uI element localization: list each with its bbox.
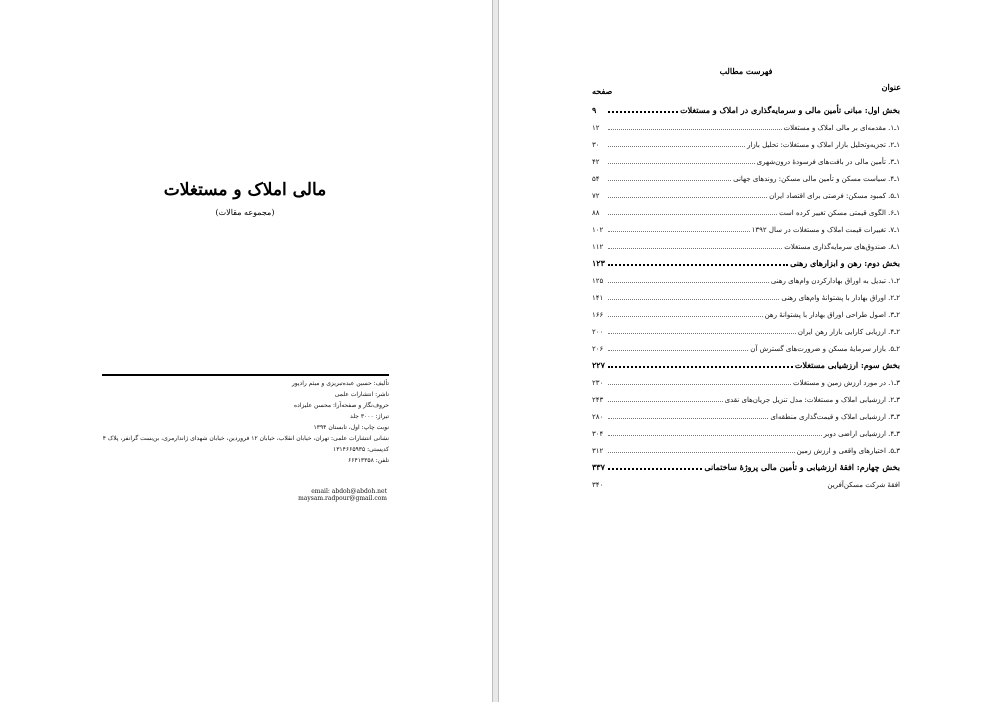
- book-subtitle: (مجموعه مقالات): [215, 208, 275, 217]
- toc-entry-page: ۱۲۵: [592, 277, 604, 285]
- credit-line: تیراژ: ۳۰۰۰ جلد: [350, 413, 389, 420]
- book-title: مالی املاک و مستغلات: [163, 180, 327, 200]
- toc-leader-dots: [608, 197, 767, 198]
- toc-heading: فهرست مطالب: [719, 66, 773, 76]
- toc-entry[interactable]: [592, 149, 900, 166]
- toc-entry[interactable]: [592, 285, 900, 302]
- credit-line: تألیف: حسین عبده‌تبریزی و میثم رادپور: [291, 380, 389, 387]
- toc-entry-page: ۳۰۴: [592, 430, 604, 438]
- toc-column-page: صفحه: [592, 86, 613, 96]
- toc-entry[interactable]: [592, 217, 900, 234]
- toc-entry-page: ۳۴۰: [592, 481, 604, 489]
- toc-entry-title: ۳ـ۲. ارزشیابی املاک و مستغلات: مدل تنزیل جریان‌های نقدی: [724, 396, 900, 404]
- toc-entry[interactable]: [592, 132, 900, 149]
- toc-entry-page: ۵۴: [592, 175, 600, 183]
- toc-entry-page: ۱۲۳: [592, 258, 605, 268]
- toc-entry-page: ۳۱۲: [592, 447, 604, 455]
- toc-column-title: عنوان: [881, 82, 901, 92]
- toc-entry-page: ۲۲۷: [592, 360, 605, 370]
- toc-entry-title: ۳ـ۳. ارزشیابی املاک و قیمت‌گذاری منطقه‌ای: [770, 413, 900, 421]
- toc-entry-title: ۲ـ۵. بازار سرمایهٔ مسکن و ضرورت‌های گسترش آن: [750, 345, 900, 353]
- toc-entry-page: ۲۰۶: [592, 345, 604, 353]
- toc-leader-dots: [608, 350, 748, 351]
- toc-leader-dots: [608, 146, 745, 147]
- toc-entry-title: ۱ـ۳. تأمین مالی در بافت‌های فرسودهٔ درون‌شهری: [756, 158, 900, 166]
- toc-entry-page: ۷۲: [592, 192, 600, 200]
- toc-list: [592, 98, 900, 489]
- toc-entry[interactable]: [592, 200, 900, 217]
- toc-leader-dots: [608, 180, 731, 181]
- email-line: maysam.radpour@gmail.com: [298, 495, 387, 502]
- toc-entry[interactable]: [592, 183, 900, 200]
- toc-leader-dots: [608, 333, 796, 334]
- toc-entry[interactable]: [592, 234, 900, 251]
- toc-entry-title: بخش چهارم: افقهٔ ارزشیابی و تأمین مالی پروژهٔ ساختمانی: [704, 462, 900, 472]
- toc-entry[interactable]: [592, 421, 900, 438]
- credit-line: حروف‌نگار و صفحه‌آرا: محسن علیزاده: [293, 402, 389, 409]
- toc-entry-page: ۳۰: [592, 141, 600, 149]
- toc-entry[interactable]: [592, 319, 900, 336]
- credit-line: نوبت چاپ: اول، تابستان ۱۳۹۴: [313, 424, 389, 431]
- toc-entry[interactable]: [592, 336, 900, 353]
- toc-entry-page: ۱۴۱: [592, 294, 604, 302]
- toc-entry[interactable]: [592, 166, 900, 183]
- left-page: [0, 0, 493, 702]
- right-page: [498, 0, 992, 702]
- toc-leader-dots: [608, 111, 678, 113]
- toc-section-entry[interactable]: [592, 455, 900, 472]
- toc-leader-dots: [608, 231, 750, 232]
- toc-entry-page: ۱۱۲: [592, 243, 604, 251]
- toc-entry-title: ۱ـ۱. مقدمه‌ای بر مالی املاک و مستغلات: [783, 124, 900, 132]
- toc-entry-title: بخش دوم: رهن و ابزارهای رهنی: [790, 258, 900, 268]
- credit-line: ناشر: انتشارات علمی: [334, 391, 389, 398]
- toc-entry-title: ۱ـ۴. سیاست مسکن و تأمین مالی مسکن: روندهای جهانی: [733, 175, 900, 183]
- toc-entry[interactable]: [592, 370, 900, 387]
- toc-leader-dots: [608, 452, 795, 453]
- toc-section-entry[interactable]: [592, 98, 900, 115]
- toc-entry-title: ۲ـ۱. تبدیل به اوراق بهادارکردن وام‌های رهنی: [770, 277, 900, 285]
- toc-entry-page: ۲۴۳: [592, 396, 604, 404]
- toc-entry-page: ۲۰۰: [592, 328, 604, 336]
- toc-entry-title: افقهٔ شرکت مسکن‌آفرین: [827, 481, 900, 489]
- toc-entry-title: ۳ـ۵. اختیارهای واقعی و ارزش زمین: [796, 447, 900, 455]
- toc-entry-title: ۲ـ۳. اصول طراحی اوراق بهادار با پشتوانهٔ رهن: [764, 311, 900, 319]
- toc-leader-dots: [608, 384, 791, 385]
- toc-entry-page: ۹: [592, 105, 597, 115]
- email-line: email: abdoh@abdoh.net: [311, 488, 387, 495]
- toc-leader-dots: [608, 299, 779, 300]
- toc-leader-dots: [608, 214, 777, 215]
- toc-leader-dots: [608, 248, 782, 249]
- toc-entry-title: بخش سوم: ارزشیابی مستغلات: [794, 360, 900, 370]
- toc-leader-dots: [608, 418, 768, 419]
- toc-entry-page: ۱۲: [592, 124, 600, 132]
- divider-rule: [102, 374, 389, 376]
- toc-entry-page: ۳۳۷: [592, 462, 605, 472]
- toc-entry[interactable]: [592, 302, 900, 319]
- toc-entry[interactable]: [592, 404, 900, 421]
- toc-entry[interactable]: [592, 472, 900, 489]
- toc-entry[interactable]: [592, 115, 900, 132]
- toc-entry[interactable]: [592, 268, 900, 285]
- email-block: [180, 488, 387, 502]
- toc-entry-page: ۱۰۲: [592, 226, 604, 234]
- toc-section-entry[interactable]: [592, 251, 900, 268]
- toc-entry-title: ۱ـ۸. صندوق‌های سرمایه‌گذاری مستغلات: [784, 243, 900, 251]
- toc-leader-dots: [608, 435, 822, 436]
- toc-entry-title: ۱ـ۵. کمبود مسکن: فرصتی برای اقتصاد ایران: [769, 192, 900, 200]
- credit-line: کدپستی: ۱۳۱۴۶۶۵۹۳۵: [332, 446, 389, 453]
- toc-entry-title: ۳ـ۱. در مورد ارزش زمین و مستغلات: [793, 379, 900, 387]
- toc-section-entry[interactable]: [592, 353, 900, 370]
- toc-leader-dots: [608, 282, 769, 283]
- toc-leader-dots: [608, 163, 755, 164]
- toc-entry-title: ۲ـ۲. اوراق بهادار با پشتوانهٔ وام‌های رهنی: [781, 294, 900, 302]
- toc-leader-dots: [608, 264, 788, 266]
- toc-entry-page: ۲۸۰: [592, 413, 604, 421]
- toc-leader-dots: [608, 316, 763, 317]
- toc-entry-title: بخش اول: مبانی تأمین مالی و سرمایه‌گذاری در املاک و مستغلات: [680, 105, 900, 115]
- credit-line: نشانی انتشارات علمی: تهران، خیابان انقلاب، خیابان ۱۲ فروردین، خیابان شهدای ژاندارمری، بن‌بست گرانفر، پلاک ۴: [102, 435, 389, 442]
- toc-entry-title: ۲ـ۴. ارزیابی کارایی بازار رهن ایران: [797, 328, 900, 336]
- credit-line: تلفن: ۶۶۴۱۳۳۵۸: [348, 457, 389, 464]
- toc-leader-dots: [608, 129, 782, 130]
- toc-leader-dots: [608, 401, 723, 402]
- toc-entry-page: ۲۳۰: [592, 379, 604, 387]
- toc-entry[interactable]: [592, 438, 900, 455]
- toc-entry-page: ۴۲: [592, 158, 600, 166]
- toc-entry-title: ۱ـ۷. تغییرات قیمت املاک و مستغلات در سال ۱۳۹۲: [751, 226, 900, 234]
- toc-leader-dots: [608, 366, 793, 368]
- toc-leader-dots: [608, 468, 702, 470]
- toc-entry-title: ۱ـ۲. تجزیه‌وتحلیل بازار املاک و مستغلات: تحلیل بازار: [747, 141, 900, 149]
- toc-entry-page: ۱۶۶: [592, 311, 604, 319]
- toc-entry-page: ۸۸: [592, 209, 600, 217]
- toc-entry-title: ۱ـ۶. الگوی قیمتی مسکن تغییر کرده است: [779, 209, 900, 217]
- toc-entry-title: ۳ـ۴. ارزشیابی اراضی دوبر: [823, 430, 900, 438]
- credits-block: [102, 378, 389, 466]
- toc-entry[interactable]: [592, 387, 900, 404]
